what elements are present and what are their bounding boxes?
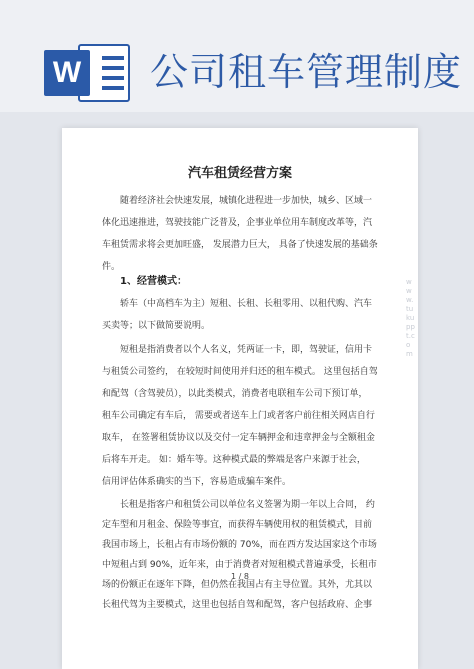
word-line-icon — [102, 76, 124, 80]
intro-paragraph — [102, 190, 398, 278]
section-heading: 1、经营模式： — [120, 276, 187, 287]
banner-title: 公司租车管理制度 — [150, 50, 463, 94]
text-line: 后将车开走。 如：婚车等。这种模式最的弊端是客户来源于社会， — [102, 455, 366, 465]
watermark-text: www.tukuppt.com — [406, 278, 415, 358]
text-line: 定车型和月租金、保险等事宜，而获得车辆使用权的租赁模式，目前 — [102, 520, 373, 530]
text-line: 与租赁公司签约， 在较短时间使用并归还的租车模式。 这里包括自驾 — [102, 367, 378, 377]
document-page — [62, 128, 418, 669]
word-icon — [44, 44, 130, 102]
text-line: 中短租占到 90%，近年来，由于消费者对短租模式普遍承受，长租市 — [102, 560, 377, 570]
text-line: 长租是指客户和租赁公司以单位名义签署为期一年以上合同， 约 — [120, 500, 375, 510]
text-line: 轿车（中高档车为主）短租、长租、长租零用、以租代购、汽车 — [120, 299, 373, 309]
text-line: 租车公司确定有车后， 需要或者送车上门或者客户前往相关网店自行 — [102, 411, 375, 421]
document-title: 汽车租赁经营方案 — [187, 166, 292, 181]
text-line: 和配驾（含驾驶员），以此类模式，消费者电联租车公司下预订单， — [102, 389, 368, 399]
text-line: 信用评估体系确实的当下，容易造成骗车案件。 — [102, 477, 292, 487]
text-line: 短租是指消费者以个人名义，凭两证一卡，即，驾驶证，信用卡 — [120, 345, 373, 355]
paragraph-long-rent — [102, 495, 398, 615]
text-line: 车租赁需求将会更加旺盛， 发展潜力巨大， 具备了快速发展的基础条 — [102, 240, 378, 250]
text-line: 取车， 在签署租赁协议以及交付一定车辆押金和违章押金与全额租金 — [102, 433, 375, 443]
word-line-icon — [102, 56, 124, 60]
text-line: 我国市场上，长租占有市场份额的 70%，而在西方发达国家这个市场 — [102, 540, 377, 550]
word-line-icon — [102, 86, 124, 90]
paragraph-modes — [102, 293, 398, 337]
page-number: 1 / 8 — [231, 572, 249, 581]
banner-header — [0, 0, 474, 112]
text-line: 体化迅速推进，驾驶技能广泛普及，企事业单位用车制度改革等，汽 — [102, 218, 373, 228]
text-line: 买卖等；以下做简要说明。 — [102, 321, 211, 331]
text-line: 场的份额正在逐年下降，但仍然在我国占有主导位置。其外，尤其以 — [102, 580, 373, 590]
text-line: 随着经济社会快速发展，城镇化进程进一步加快，城乡、区域一 — [120, 196, 373, 206]
word-letter-badge: W — [44, 50, 90, 96]
text-line: 件。 — [102, 262, 121, 272]
word-line-icon — [102, 66, 124, 70]
text-line: 长租代驾为主要模式，这里也包括自驾和配驾，客户包括政府、企事 — [102, 600, 373, 610]
paragraph-short-rent — [102, 339, 398, 493]
